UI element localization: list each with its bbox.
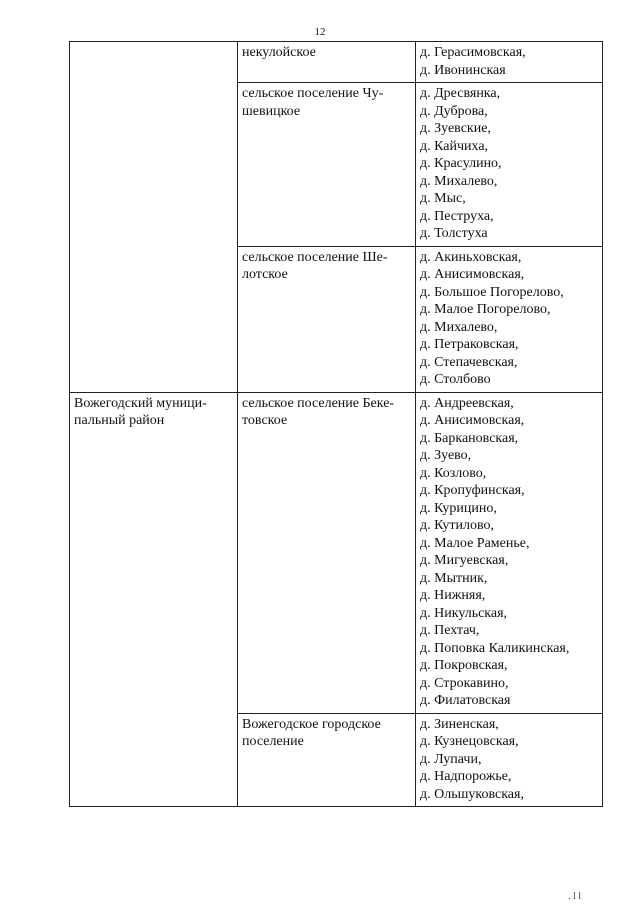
page-number: 12 — [314, 26, 326, 38]
villages-cell — [416, 42, 603, 83]
settlement-name: сельское поселение Чу- шевицкое — [242, 86, 384, 119]
settlement-cell — [238, 392, 416, 713]
villages-list: д. Дресвянка, д. Дуброва, д. Зуевские, д. Кайчиха, д. Красулино, д. Михалево, д. Мыс, д. Пеструха, д. Толстуха — [420, 86, 502, 241]
villages-list: д. Зиненская, д. Кузнецовская, д. Лупачи, д. Надпорожье, д. Ольшуковская, — [420, 716, 524, 802]
villages-cell — [416, 392, 603, 713]
settlement-name: сельское поселение Беке- товское — [242, 395, 395, 428]
villages-list: д. Акиньховская, д. Анисимовская, д. Большое Погорелово, д. Малое Погорелово, д. Михалево, д. Петраковская, д. Степачевская, д. Столбово — [420, 249, 564, 387]
villages-cell — [416, 713, 603, 807]
settlement-name: некулойское — [242, 45, 316, 60]
district-name: Вожегодский муници- пальный район — [74, 395, 207, 428]
settlements-table — [69, 41, 603, 807]
settlement-name: сельское поселение Ше- лотское — [242, 249, 388, 282]
district-cell — [70, 392, 238, 807]
settlement-cell — [238, 246, 416, 392]
district-cell — [70, 42, 238, 393]
villages-list: д. Герасимовская, д. Ивонинская — [420, 45, 526, 78]
table-row — [70, 392, 603, 713]
table-row — [70, 42, 603, 83]
villages-list: д. Андреевская, д. Анисимовская, д. Баркановская, д. Зуево, д. Козлово, д. Кропуфинская, д. Курицино, д. Кутилово, д. Малое Раменье, д. Мигуевская, д. Мытник, д. Нижняя, д. Никульская, д. Пехтач, д. Поповка Каликинская, д. Покровская, д. Строкавино, д. Филатовская — [420, 395, 570, 708]
villages-cell — [416, 246, 603, 392]
settlement-cell — [238, 42, 416, 83]
settlement-cell — [238, 83, 416, 247]
settlement-name: Вожегодское городское поселение — [242, 716, 381, 749]
settlement-cell — [238, 713, 416, 807]
corner-mark: . l l — [568, 891, 582, 902]
villages-cell — [416, 83, 603, 247]
